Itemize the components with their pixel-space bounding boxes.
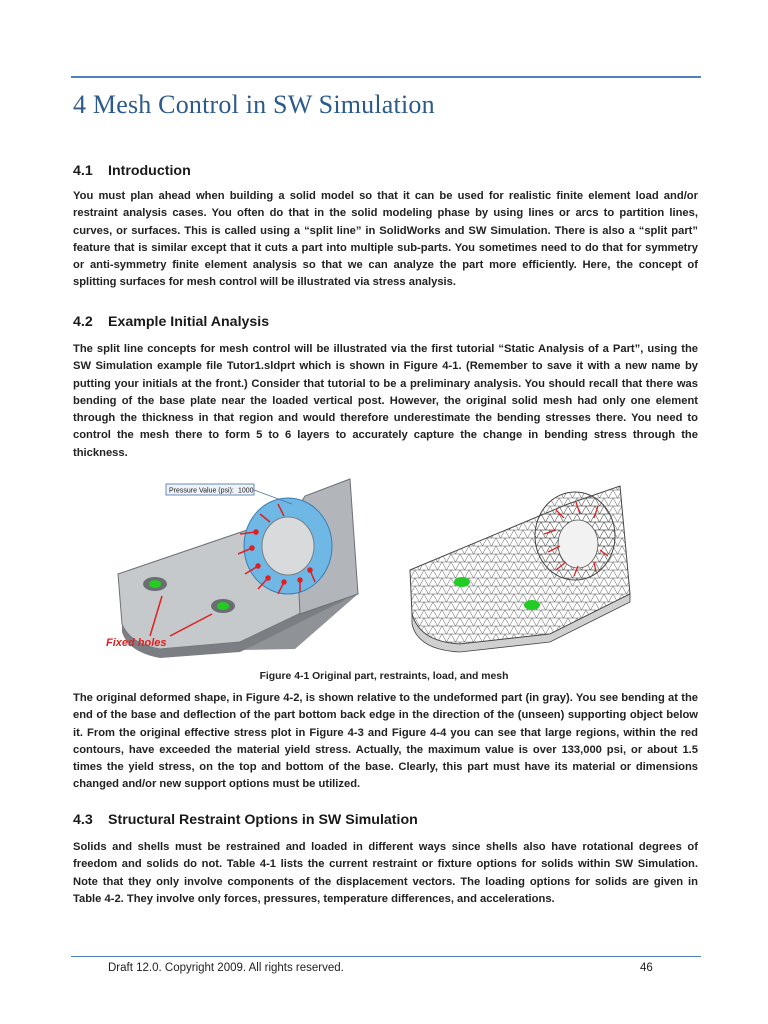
- section-title: Structural Restraint Options in SW Simulation: [108, 812, 418, 828]
- section-heading-4-2: [73, 314, 269, 330]
- load-arrow-head: [250, 546, 254, 550]
- pressure-callout-label: Pressure Value (psi):: [169, 487, 234, 495]
- section-number: 4.2: [73, 314, 93, 330]
- mesh-fixed-hole: [524, 600, 540, 610]
- footer-copyright: Draft 12.0. Copyright 2009. All rights reserved.: [108, 962, 344, 974]
- figure-illustration: [100, 474, 660, 664]
- load-arrow-head: [298, 578, 302, 582]
- section-heading-4-3: [73, 812, 418, 828]
- load-arrow-head: [308, 568, 312, 572]
- footer-rule: [71, 956, 701, 957]
- figure-caption: Figure 4-1 Original part, restraints, load, and mesh: [259, 671, 509, 682]
- section-number: 4.3: [73, 812, 93, 828]
- pressure-callout-value: 1000: [238, 487, 254, 495]
- section-title: Example Initial Analysis: [108, 314, 270, 330]
- header-rule: [71, 76, 701, 78]
- section-number: 4.1: [73, 163, 93, 179]
- post-hole: [262, 517, 314, 575]
- chapter-title: 4 Mesh Control in SW Simulation: [73, 90, 435, 119]
- solid-part: [118, 479, 358, 658]
- section-paragraph: The original deformed shape, in Figure 4-2, is shown relative to the undeformed part (in gray). You see bending at the end of the base and deflection of the part bottom back edge in the direction of the (unseen) supporting object below it. From the original effective stress plot in Figure 4-3 and Figure 4-4 you can see that large regions, within the red contours, have exceeded the material yield stress. Actually, the maximum value is over 133,000 psi, or about 1.5 times the yield stress, on the top and bottom of the base. Clearly, this part must have its material or dimensions changed and/or new support options must be utilized.: [73, 692, 698, 791]
- fixed-holes-label: Fixed holes: [106, 637, 167, 649]
- section-paragraph: You must plan ahead when building a solid model so that it can be used for realistic finite element load and/or restraint analysis cases. You often do that in the solid modeling phase by using lines or arcs to partition lines, curves, or surfaces. This is called using a “split line” in SolidWorks and SW Simulation. There is also a “split part” feature that is similar except that it cuts a part into multiple sub-parts. You sometimes need to do that for symmetry or anti-symmetry finite element analysis so that we can analyze the part more efficiently. Here, the concept of splitting surfaces for mesh control will be illustrated via stress analysis.: [73, 190, 698, 289]
- fixed-hole: [149, 580, 161, 588]
- section-heading-4-1: [73, 163, 191, 179]
- page-number: 46: [640, 962, 653, 974]
- figure-4-1: [100, 474, 660, 664]
- mesh-post-hole: [558, 520, 598, 568]
- mesh-fixed-hole: [454, 577, 470, 587]
- section-title: Introduction: [108, 163, 191, 179]
- section-paragraph: Solids and shells must be restrained and loaded in different ways since shells also have rotational degrees of freedom and solids do not. Table 4-1 lists the current restraint or fixture options for solids within SW Simulation. Note that they only involve components of the displacement vectors. The loading options for solids are given in Table 4-2. They involve only forces, pressures, temperature differences, and accelerations.: [73, 841, 698, 905]
- load-arrow-head: [266, 576, 270, 580]
- load-arrow-head: [254, 530, 258, 534]
- section-paragraph: The split line concepts for mesh control will be illustrated via the first tutorial “Static Analysis of a Part”, using the SW Simulation example file Tutor1.sldprt which is shown in Figure 4-1. (Remember to save it with a new name by putting your initials at the front.) Consider that tutorial to be a preliminary analysis. You should recall that there was bending of the base plate near the loaded vertical post. However, the original solid mesh had only one element through the thickness in that region and would therefore underestimate the bending stresses there. You need to control the mesh there to form 5 to 6 layers to accurately capture the change in bending stress through the thickness.: [73, 343, 698, 459]
- fixed-hole: [217, 602, 229, 610]
- load-arrow-head: [282, 580, 286, 584]
- load-arrow-head: [256, 564, 260, 568]
